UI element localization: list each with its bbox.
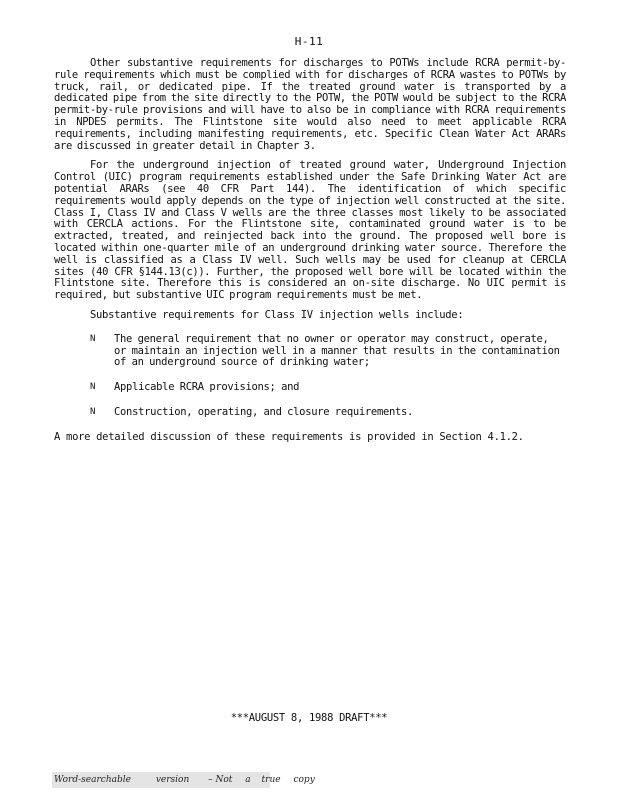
list-item	[54, 407, 566, 419]
bullet-marker: N	[90, 333, 96, 344]
watermark-banner	[52, 772, 315, 788]
draft-date-footer: ***AUGUST 8, 1988 DRAFT***	[230, 712, 388, 724]
watermark-text: version	[155, 775, 190, 785]
watermark-text: Word-searchable	[54, 775, 131, 785]
requirements-list	[54, 334, 566, 419]
bullet-marker: N	[90, 382, 96, 393]
page-number: H-11	[294, 35, 324, 48]
watermark-text: a	[245, 775, 251, 785]
bullet-intro: Substantive requirements for Class IV injection wells include:	[90, 308, 464, 321]
list-item	[54, 334, 566, 369]
watermark-text: – Not	[208, 775, 233, 785]
watermark-text: true	[261, 775, 281, 785]
list-item-text: Applicable RCRA provisions; and	[114, 381, 300, 394]
bullet-marker: N	[90, 406, 96, 417]
document-body	[54, 58, 566, 444]
list-item	[54, 382, 566, 394]
list-item-text: Construction, operating, and closure requirements.	[114, 405, 414, 418]
paragraph-uic-injection: For the underground injection of treated ground water, Underground Injection Control (UIC) program requirements established under the Safe Drinking Water Act are potential ARARs (see 40 CFR Part 144). The identification of which specific requirements would apply depends on the type of injection well constructed at the site. Class I, Class IV and Class V wells are the three classes most likely to be associated with CERCLA actions. For the Flintstone site, contaminated ground water is to be extracted, treated, and reinjected back into the ground. The proposed well bore is located within one-quarter mile of an underground drinking water source. Therefore the well is classified as a Class IV well. Such wells may be used for cleanup at CERCLA sites (40 CFR §144.13(c)). Further, the proposed well bore will be located within the Flintstone site. Therefore this is considered an on-site discharge. No UIC permit is required, but substantive UIC program requirements must be met.	[54, 159, 566, 302]
paragraph-potw-requirements: Other substantive requirements for discharges to POTWs include RCRA permit-by-rule requirements which must be complied with for discharges of RCRA wastes to POTWs by truck, rail, or dedicated pipe. If the treated ground water is transported by a dedicated pipe from the site directly to the POTW, the POTW would be subject to the RCRA permit-by-rule provisions and will have to also be in compliance with RCRA requirements in NPDES permits. The Flintstone site would also need to meet applicable RCRA requirements, including manifesting requirements, etc. Specific Clean Water Act ARARs are discussed in greater detail in Chapter 3.	[54, 57, 566, 152]
watermark-text: copy	[293, 775, 315, 785]
closing-paragraph: A more detailed discussion of these requirements is provided in Section 4.1.2.	[54, 430, 524, 443]
list-item-text: The general requirement that no owner or operator may construct, operate, or maintain an injection well in a manner that results in the contamination of an underground source of drinking water;	[114, 332, 560, 369]
